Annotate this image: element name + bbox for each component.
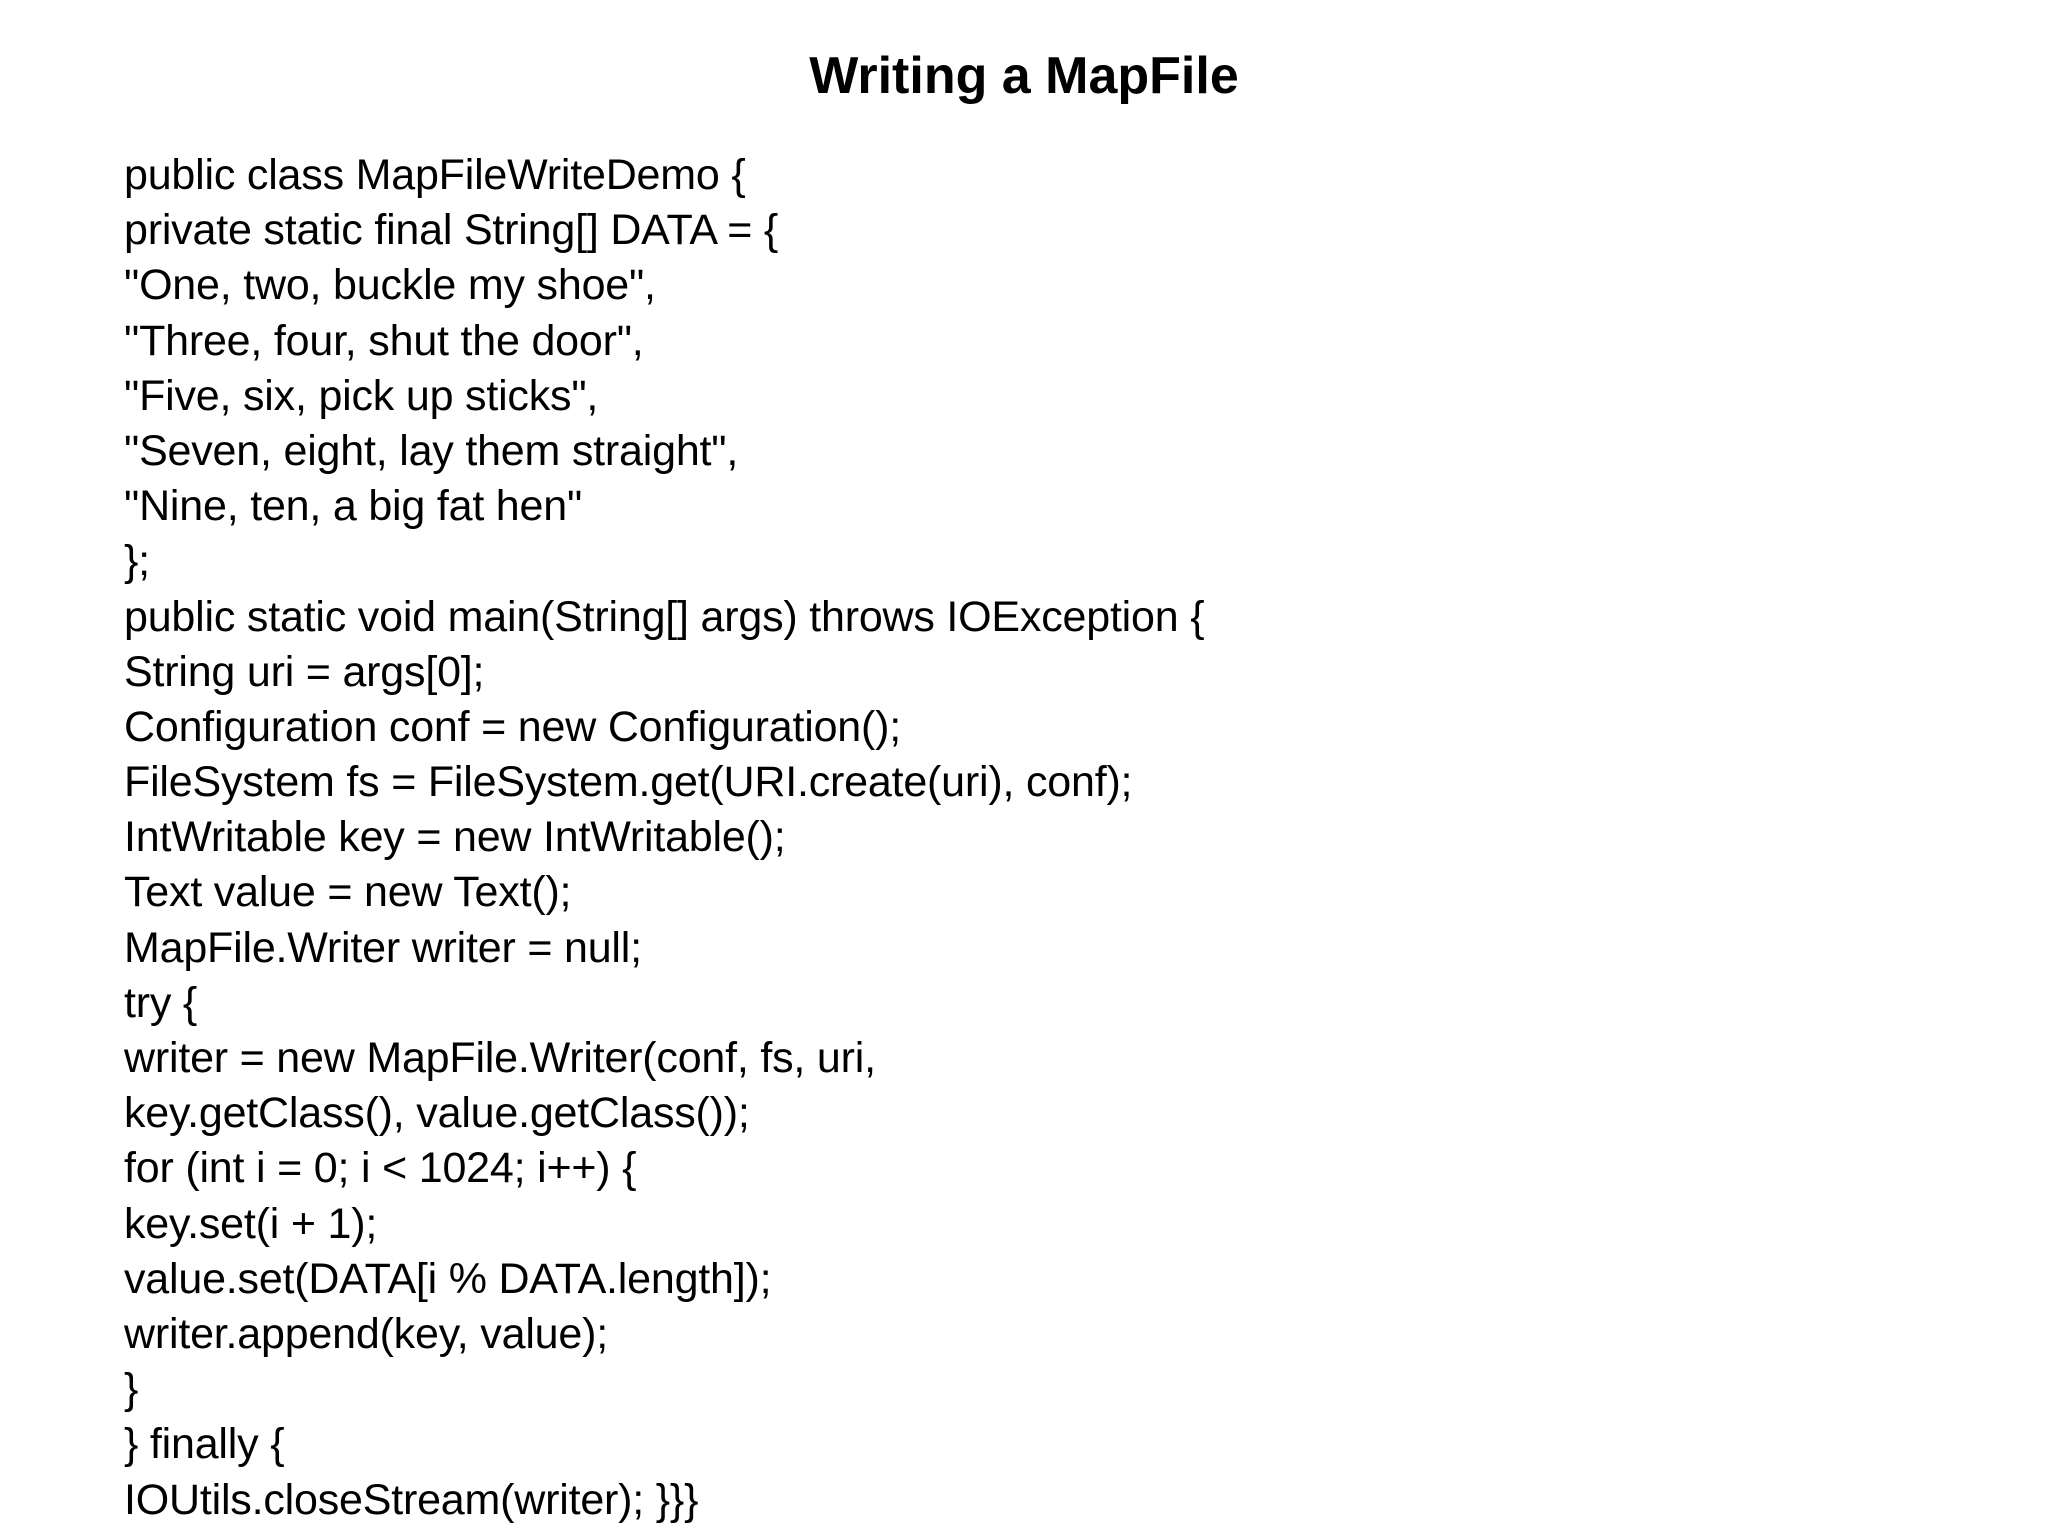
slide-title: Writing a MapFile	[809, 47, 1239, 105]
code-line: try {	[124, 978, 198, 1027]
code-line: writer = new MapFile.Writer(conf, fs, uri,	[124, 1034, 876, 1082]
code-line: IntWritable key = new IntWritable();	[124, 813, 786, 862]
code-line: key.set(i + 1);	[124, 1199, 378, 1248]
code-line: MapFile.Writer writer = null;	[124, 923, 642, 972]
code-line: public class MapFileWriteDemo {	[124, 151, 746, 199]
code-line: "Three, four, shut the door",	[124, 316, 644, 365]
code-line: FileSystem fs = FileSystem.get(URI.create(uri), conf);	[124, 758, 1133, 807]
code-line: };	[124, 537, 150, 586]
code-line: IOUtils.closeStream(writer); }}}	[124, 1475, 699, 1524]
code-line: "One, two, buckle my shoe",	[124, 261, 656, 310]
code-line: key.getClass(), value.getClass());	[124, 1089, 750, 1138]
code-line: for (int i = 0; i < 1024; i++) {	[124, 1144, 637, 1193]
code-line: "Seven, eight, lay them straight",	[124, 426, 739, 475]
code-line: }	[124, 1365, 139, 1414]
code-line: private static final String[] DATA = {	[124, 206, 779, 255]
code-line: Configuration conf = new Configuration();	[124, 702, 901, 751]
code-line: value.set(DATA[i % DATA.length]);	[124, 1254, 772, 1303]
code-line: "Five, six, pick up sticks",	[124, 371, 599, 420]
code-line: public static void main(String[] args) throws IOException {	[124, 592, 1205, 641]
code-line: Text value = new Text();	[124, 868, 572, 917]
code-line: writer.append(key, value);	[124, 1309, 608, 1358]
code-listing	[124, 148, 1204, 1528]
code-line: } finally {	[124, 1420, 285, 1469]
code-line: "Nine, ten, a big fat hen"	[124, 482, 583, 531]
code-line: String uri = args[0];	[124, 647, 485, 696]
